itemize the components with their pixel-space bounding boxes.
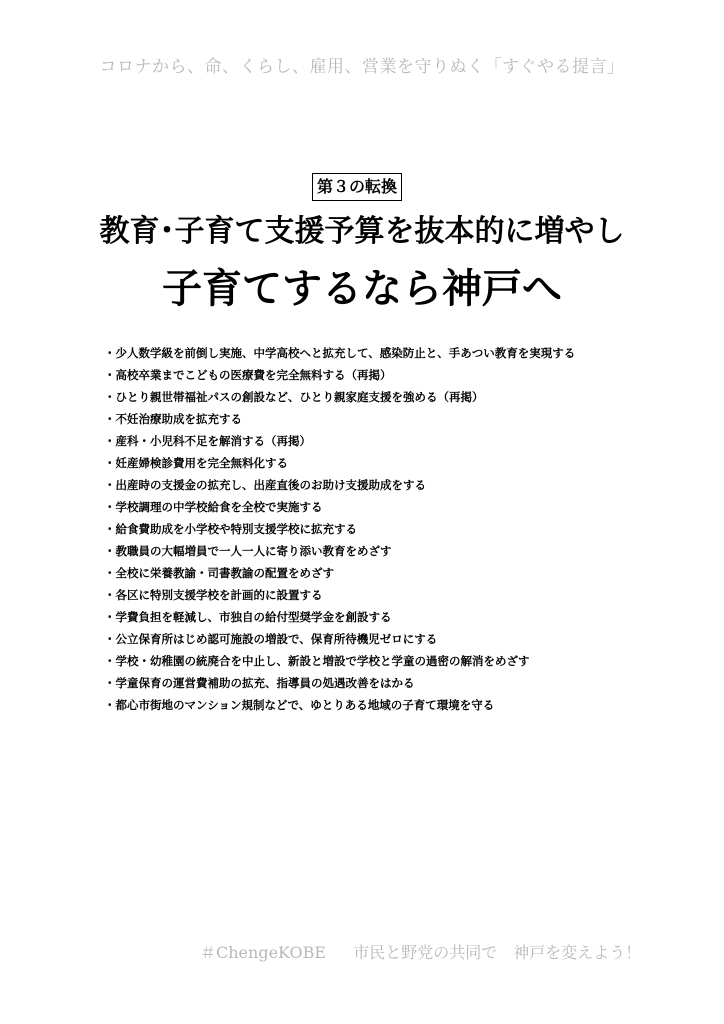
policy-item: ・産科・小児科不足を解消する（再掲） [104, 434, 311, 448]
policy-item: ・高校卒業までこどもの医療費を完全無料する（再掲） [104, 368, 392, 382]
footer-hashtag: ＃ChengeKOBE [200, 943, 327, 962]
policy-item: ・不妊治療助成を拡充する [104, 412, 242, 426]
policy-item: ・教職員の大幅増員で一人一人に寄り添い教育をめざす [104, 544, 392, 558]
policy-item: ・学童保育の運営費補助の拡充、指導員の処遇改善をはかる [104, 676, 415, 690]
headline-secondary: 子育てするなら神戸へ [162, 265, 562, 312]
policy-item: ・少人数学級を前倒し実施、中学高校へと拡充して、感染防止と、手あつい教育を実現する [104, 346, 576, 360]
policy-list [104, 342, 575, 716]
policy-item: ・学校調理の中学校給食を全校で実施する [104, 500, 323, 514]
policy-item: ・出産時の支援金の拡充し、出産直後のお助け支援助成をする [104, 478, 426, 492]
policy-item: ・ひとり親世帯福祉パスの創設など、ひとり親家庭支援を強める（再掲） [104, 390, 484, 404]
footer-slogan-text: 市民と野党の共同で 神戸を変えよう！ [353, 943, 642, 962]
policy-item: ・妊産婦検診費用を完全無料化する [104, 456, 288, 470]
footer-slogan [200, 940, 641, 963]
policy-item: ・学費負担を軽減し、市独自の給付型奨学金を創設する [104, 610, 392, 624]
section-label: 第３の転換 [312, 173, 402, 201]
policy-item: ・各区に特別支援学校を計画的に設置する [104, 588, 323, 602]
policy-item: ・都心市街地のマンション規制などで、ゆとりある地域の子育て環境を守る [104, 698, 495, 712]
header-slogan: コロナから、命、くらし、雇用、営業を守りぬく「すぐやる提言」 [99, 57, 625, 77]
policy-item: ・給食費助成を小学校や特別支援学校に拡充する [104, 522, 357, 536]
headline-primary: 教育･子育て支援予算を抜本的に増やし [99, 214, 625, 249]
policy-item: ・全校に栄養教諭・司書教諭の配置をめざす [104, 566, 334, 580]
policy-item: ・公立保育所はじめ認可施設の増設で、保育所待機児ゼロにする [104, 632, 438, 646]
policy-item: ・学校・幼稚園の統廃合を中止し、新設と増設で学校と学童の過密の解消をめざす [104, 654, 530, 668]
